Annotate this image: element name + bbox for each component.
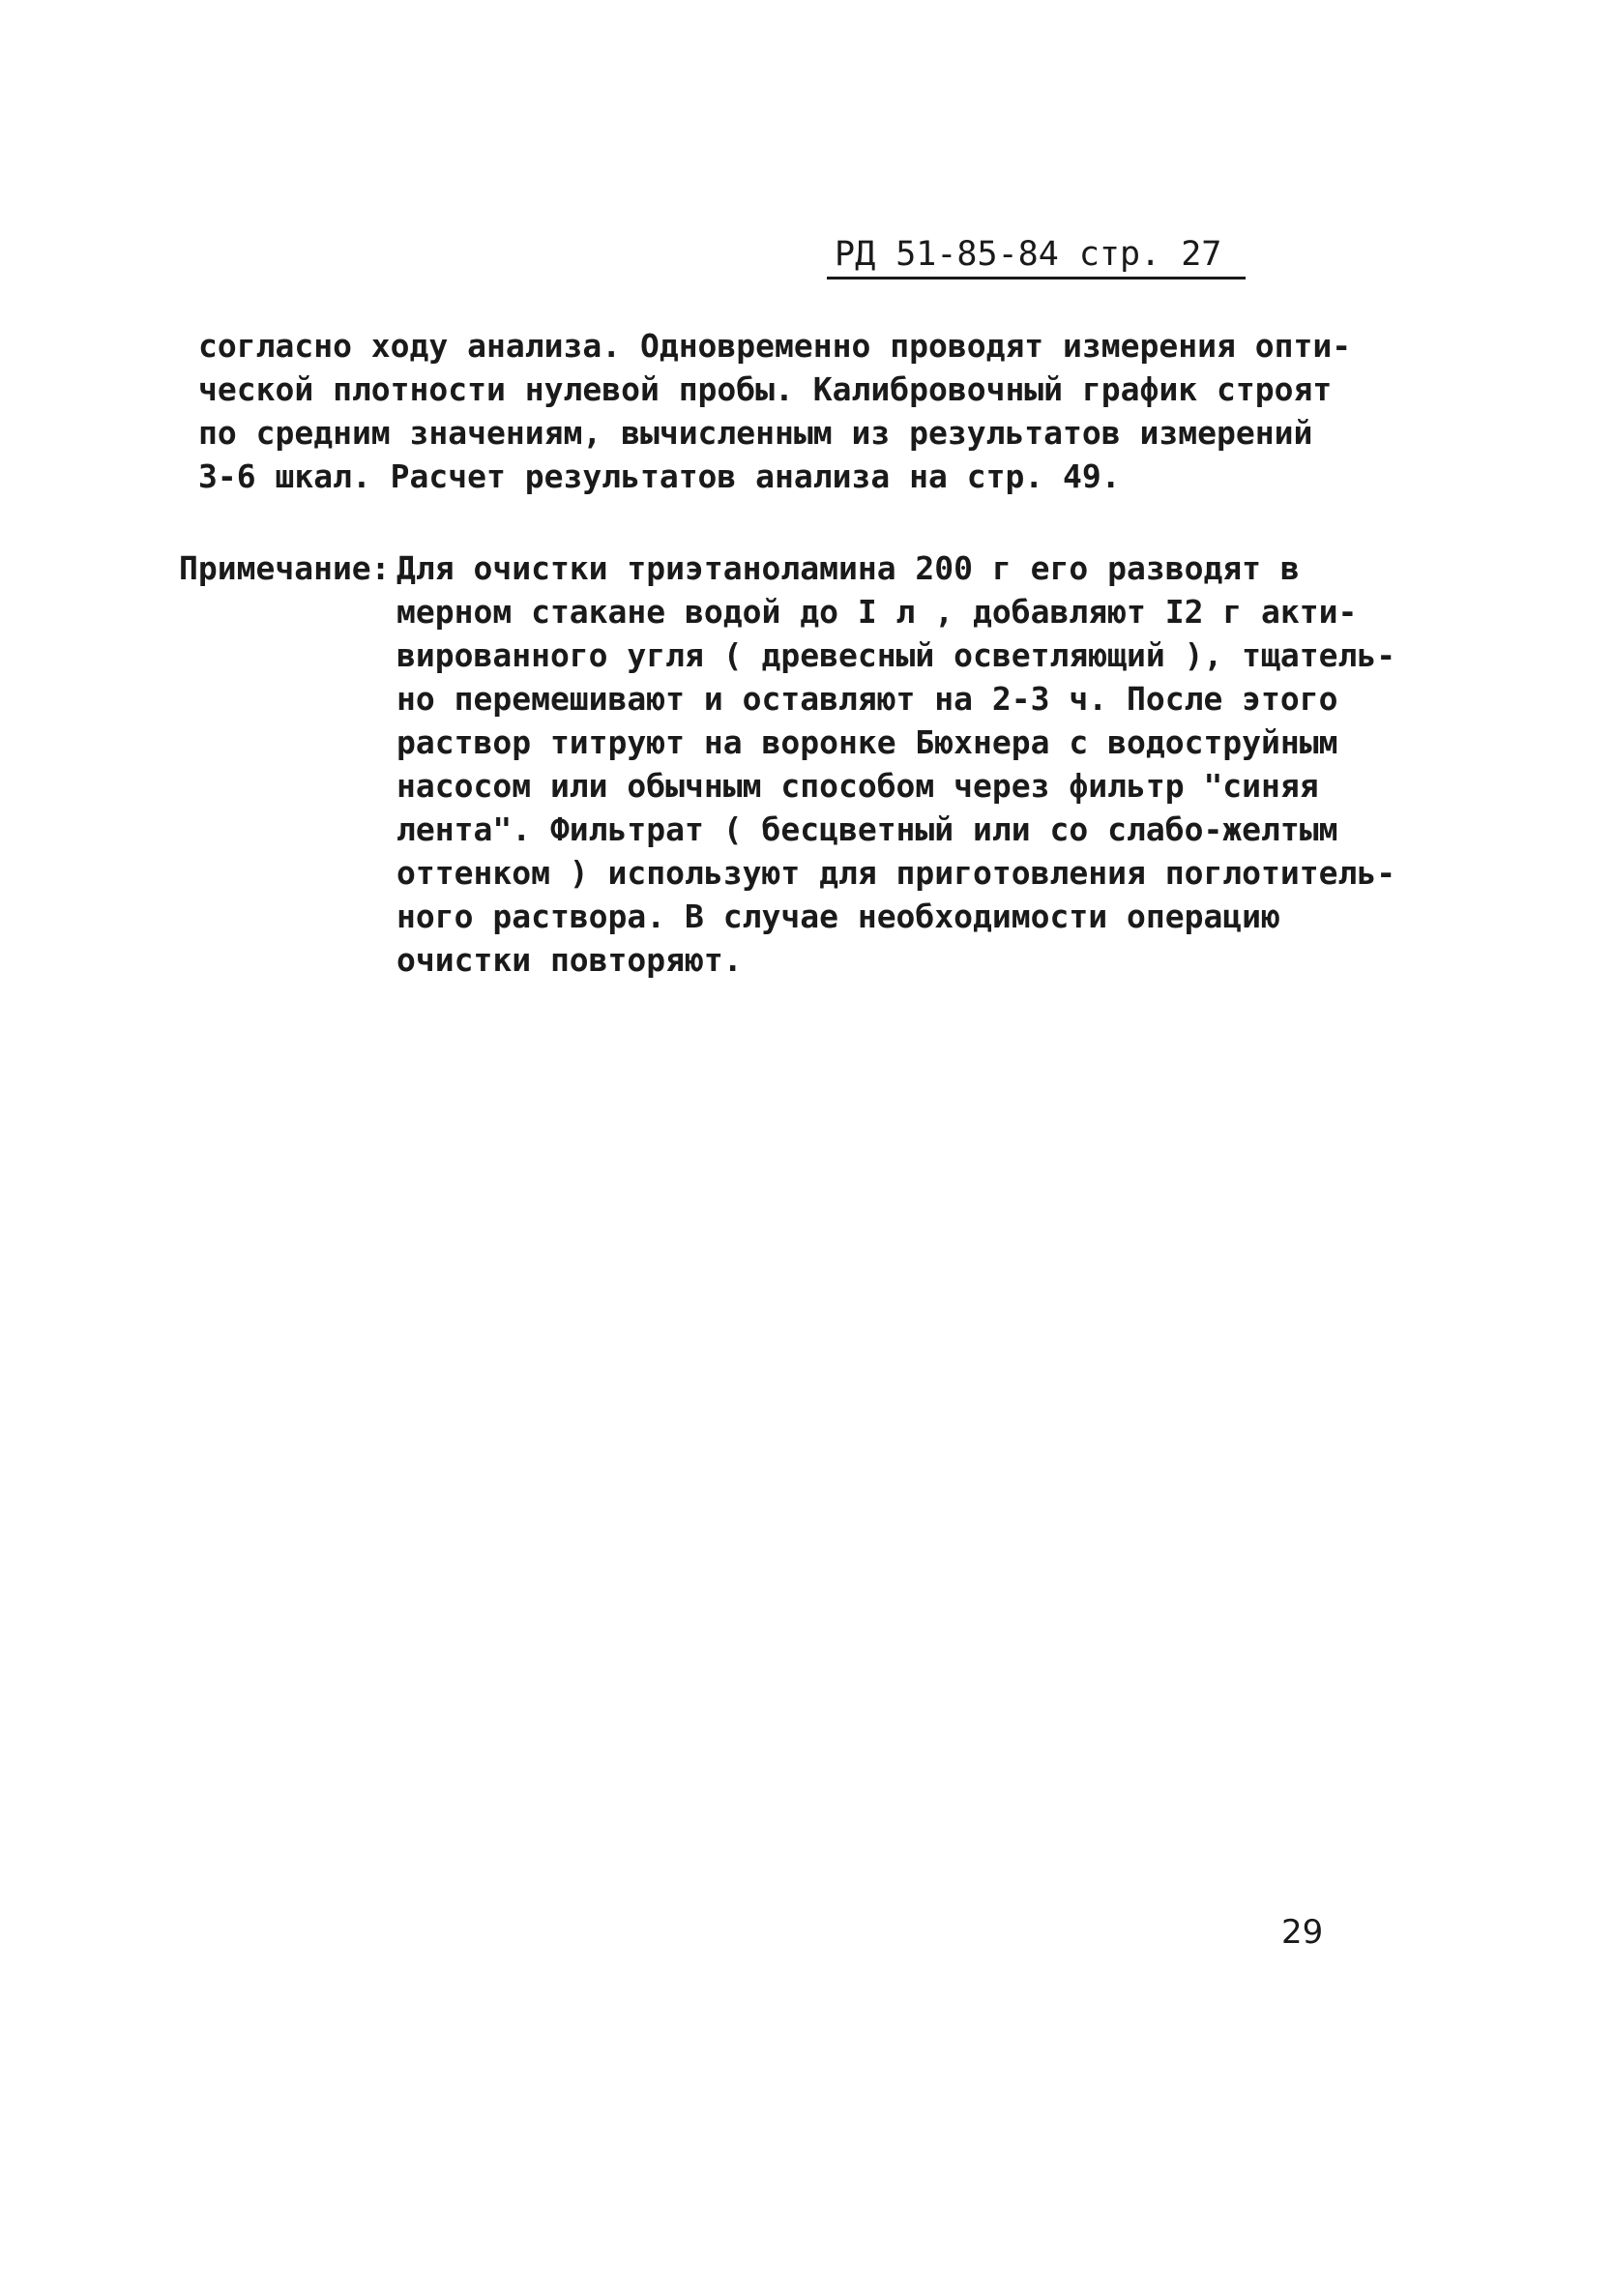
note-line: раствор титруют на воронке Бюхнера с водоструйным [396, 723, 1338, 761]
note-line: вированного угля ( древесный осветляющий ), тщатель- [396, 636, 1396, 674]
note-line: лента". Фильтрат ( бесцветный или со слабо-желтым [396, 810, 1338, 848]
note-line: оттенком ) используют для приготовления поглотитель- [396, 854, 1396, 892]
note-line: очистки повторяют. [396, 941, 743, 979]
page-number: 29 [1281, 1913, 1324, 1952]
paragraph-line: согласно ходу анализа. Одновременно проводят измерения опти- [198, 327, 1352, 365]
note-label: Примечание: [179, 549, 391, 587]
body-paragraph [198, 324, 1359, 498]
note-line: ного раствора. В случае необходимости операцию [396, 898, 1280, 935]
note-line: насосом или обычным способом через фильтр "синяя [396, 767, 1319, 805]
paragraph-line: 3-6 шкал. Расчет результатов анализа на стр. 49. [198, 457, 1121, 495]
document-reference: РД 51-85-84 стр. 27 [835, 235, 1222, 274]
note-line: но перемешивают и оставляют на 2-3 ч. После этого [396, 680, 1338, 718]
note-line: мерном стакане водой до I л , добавляют I2 г акти- [396, 593, 1358, 631]
note-body [396, 546, 1396, 982]
document-header [827, 232, 1246, 280]
paragraph-line: по средним значениям, вычисленным из результатов измерений [198, 414, 1313, 452]
paragraph-line: ческой плотности нулевой пробы. Калибровочный график строят [198, 370, 1333, 408]
note-line: Для очистки триэтаноламина 200 г его разводят в [396, 549, 1300, 587]
